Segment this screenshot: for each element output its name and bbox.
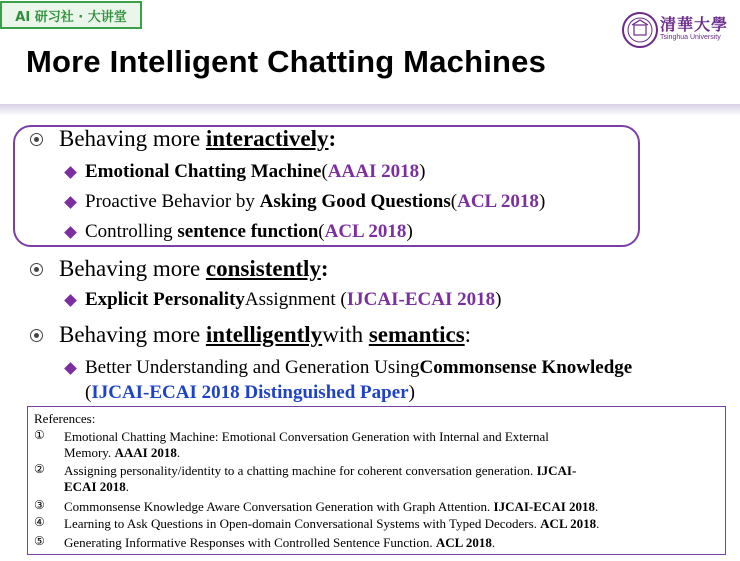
ref-2-line2: ECAI 2018.	[64, 479, 130, 494]
bullet-text: Behaving more	[59, 126, 201, 151]
logo-english-text: Tsinghua University	[660, 34, 721, 41]
ref-number: ④	[34, 515, 45, 529]
venue-label-distinguished: IJCAI-ECAI 2018 Distinguished Paper	[91, 382, 409, 403]
bullet-consistently: Behaving more consistently :	[26, 256, 329, 282]
title-underline-bar	[0, 104, 740, 116]
bullet-circle-icon	[30, 329, 43, 342]
bullet-colon: :	[328, 126, 337, 151]
venue-label: ACL 2018	[324, 221, 407, 242]
ref-2-line1: Assigning personality/identity to a chatting machine for coherent conversation generation. IJCAI-	[64, 463, 577, 478]
bullet-interactively	[26, 126, 336, 152]
sub-bullet-bold: Explicit Personality	[85, 289, 245, 310]
venue-label: AAAI 2018	[327, 161, 420, 182]
bullet-emphasis: interactively	[205, 126, 329, 151]
ref-4: Learning to Ask Questions in Open-domain Conversational Systems with Typed Decoders. ACL 2018.	[64, 516, 600, 531]
references-heading: References:	[34, 411, 96, 426]
bullet-circle-icon	[30, 263, 43, 276]
sub-bullet-bold: Asking Good Questions	[259, 191, 451, 212]
diamond-bullet-icon	[64, 294, 77, 307]
sub-bullet-sentence-function: Controlling sentence function ( ACL 2018 )	[66, 221, 413, 243]
diamond-bullet-icon	[64, 196, 77, 209]
ref-number: ⑤	[34, 534, 45, 548]
logo-chinese-text: 清華大學	[660, 15, 729, 34]
bullet-emphasis: consistently	[205, 256, 321, 281]
sub-bullet-personality: Explicit Personality Assignment ( IJCAI-ECAI 2018 )	[66, 289, 501, 311]
bullet-emphasis: intelligently	[205, 322, 323, 347]
sub-bullet-ecm: Emotional Chatting Machine ( AAAI 2018 )	[66, 161, 425, 183]
ref-3: Commonsense Knowledge Aware Conversation Generation with Graph Attention. IJCAI-ECAI 2018.	[64, 499, 599, 514]
sub-bullet-bold: Commonsense Knowledge	[419, 357, 633, 378]
venue-label: IJCAI-ECAI 2018	[346, 289, 496, 310]
event-badge: AI 研习社 · 大讲堂	[0, 1, 142, 29]
ref-number: ③	[34, 498, 45, 512]
bullet-emphasis-semantics: semantics	[368, 322, 465, 347]
diamond-bullet-icon	[64, 226, 77, 239]
sub-bullet-questions: Proactive Behavior by Asking Good Questions ( ACL 2018 )	[66, 191, 545, 213]
slide-title: More Intelligent Chatting Machines	[26, 44, 547, 79]
ref-5: Generating Informative Responses with Controlled Sentence Function. ACL 2018.	[64, 535, 496, 550]
sub-bullet-bold: Emotional Chatting Machine	[85, 161, 322, 182]
bullet-circle-icon	[30, 133, 43, 146]
venue-label: ACL 2018	[457, 191, 539, 212]
ref-1-line1: Emotional Chatting Machine: Emotional Conversation Generation with Internal and External	[64, 429, 549, 444]
bullet-intelligently: Behaving more intelligently with semantics :	[26, 322, 471, 348]
ref-number: ②	[34, 462, 45, 476]
diamond-bullet-icon	[64, 166, 77, 179]
ref-number: ①	[34, 428, 45, 442]
ref-1-line2: Memory. AAAI 2018.	[64, 445, 181, 460]
diamond-bullet-icon	[64, 362, 77, 375]
sub-bullet-commonsense-venue: ( IJCAI-ECAI 2018 Distinguished Paper )	[85, 382, 415, 403]
sub-bullet-commonsense: Better Understanding and Generation Using Commonsense Knowledge	[66, 357, 632, 379]
sub-bullet-bold: sentence function	[177, 221, 319, 242]
